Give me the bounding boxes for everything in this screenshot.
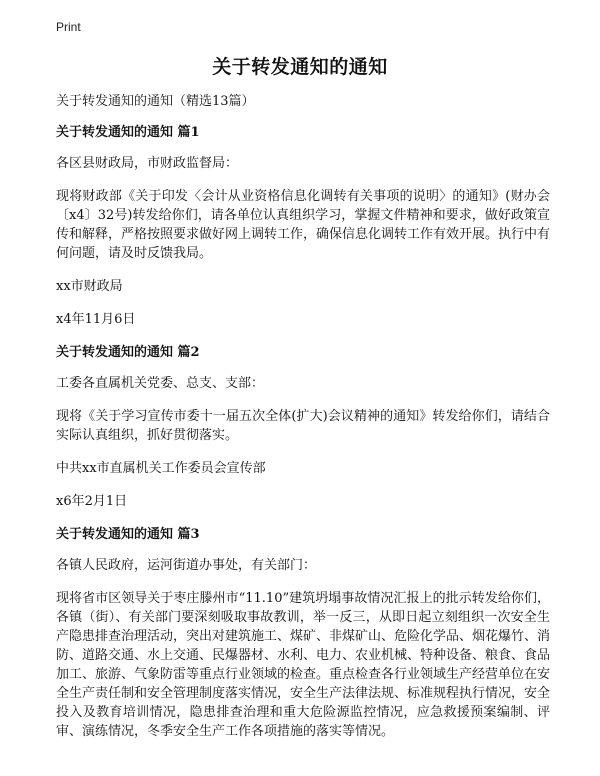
section-body: 现将财政部《关于印发〈会计从业资格信息化调转有关事项的说明〉的通知》(财办会〔x4〕32号)转发给你们，请各单位认真组织学习，掌握文件精神和要求，做好政策宣传和解释，严格按照要求做好网上调转工作，确保信息化调转工作有效开展。执行中有何问题，请及时反馈我局。 (56, 189, 551, 261)
section-signature: 中共xx市直属机关工作委员会宣传部 (56, 461, 266, 476)
section-body: 现将《关于学习宣传市委十一届五次全体(扩大)会议精神的通知》转发给你们，请结合实际认真组织，抓好贯彻落实。 (56, 409, 550, 443)
section-signature: xx市财政局 (56, 279, 123, 294)
section-salutation: 工委各直属机关党委、总支、支部： (56, 376, 265, 391)
section-date: x6年2月1日 (56, 494, 128, 509)
section-heading: 关于转发通知的通知 篇2 (56, 345, 200, 360)
section-salutation: 各镇人民政府，运河街道办事处，有关部门： (56, 558, 317, 573)
section-heading: 关于转发通知的通知 篇1 (56, 125, 200, 140)
section-salutation: 各区县财政局，市财政监督局： (56, 156, 239, 171)
section-heading: 关于转发通知的通知 篇3 (56, 527, 200, 542)
document-content (56, 92, 550, 755)
section-body: 现将省市区领导关于枣庄滕州市“11.10”建筑坍塌事故情况汇报上的批示转发给你们，各镇（街）、有关部门要深刻吸取事故教训，举一反三，从即日起立刻组织一次安全生产隐患排查治理活动，突出对建筑施工、煤矿、非煤矿山、危险化学品、烟花爆竹、消防、道路交通、水上交通、民爆器材、水利、电力、农业机械、特种设备、粮食、食品加工、旅游、气象防雷等重点行业领域的检查。重点检查各行业领域生产经营单位在安全生产责任制和安全管理制度落实情况，安全生产法律法规、标准规程执行情况，安全投入及教育培训情况，隐患排查治理和重大危险源监控情况，应急救援预案编制、评审、演练情况，冬季安全生产工作各项措施的落实等情况。 (56, 591, 551, 739)
section-date: x4年11月6日 (56, 312, 136, 327)
document-subtitle: 关于转发通知的通知（精选13篇） (56, 94, 255, 109)
print-link[interactable]: Print (56, 20, 81, 34)
page-title: 关于转发通知的通知 (212, 56, 388, 78)
